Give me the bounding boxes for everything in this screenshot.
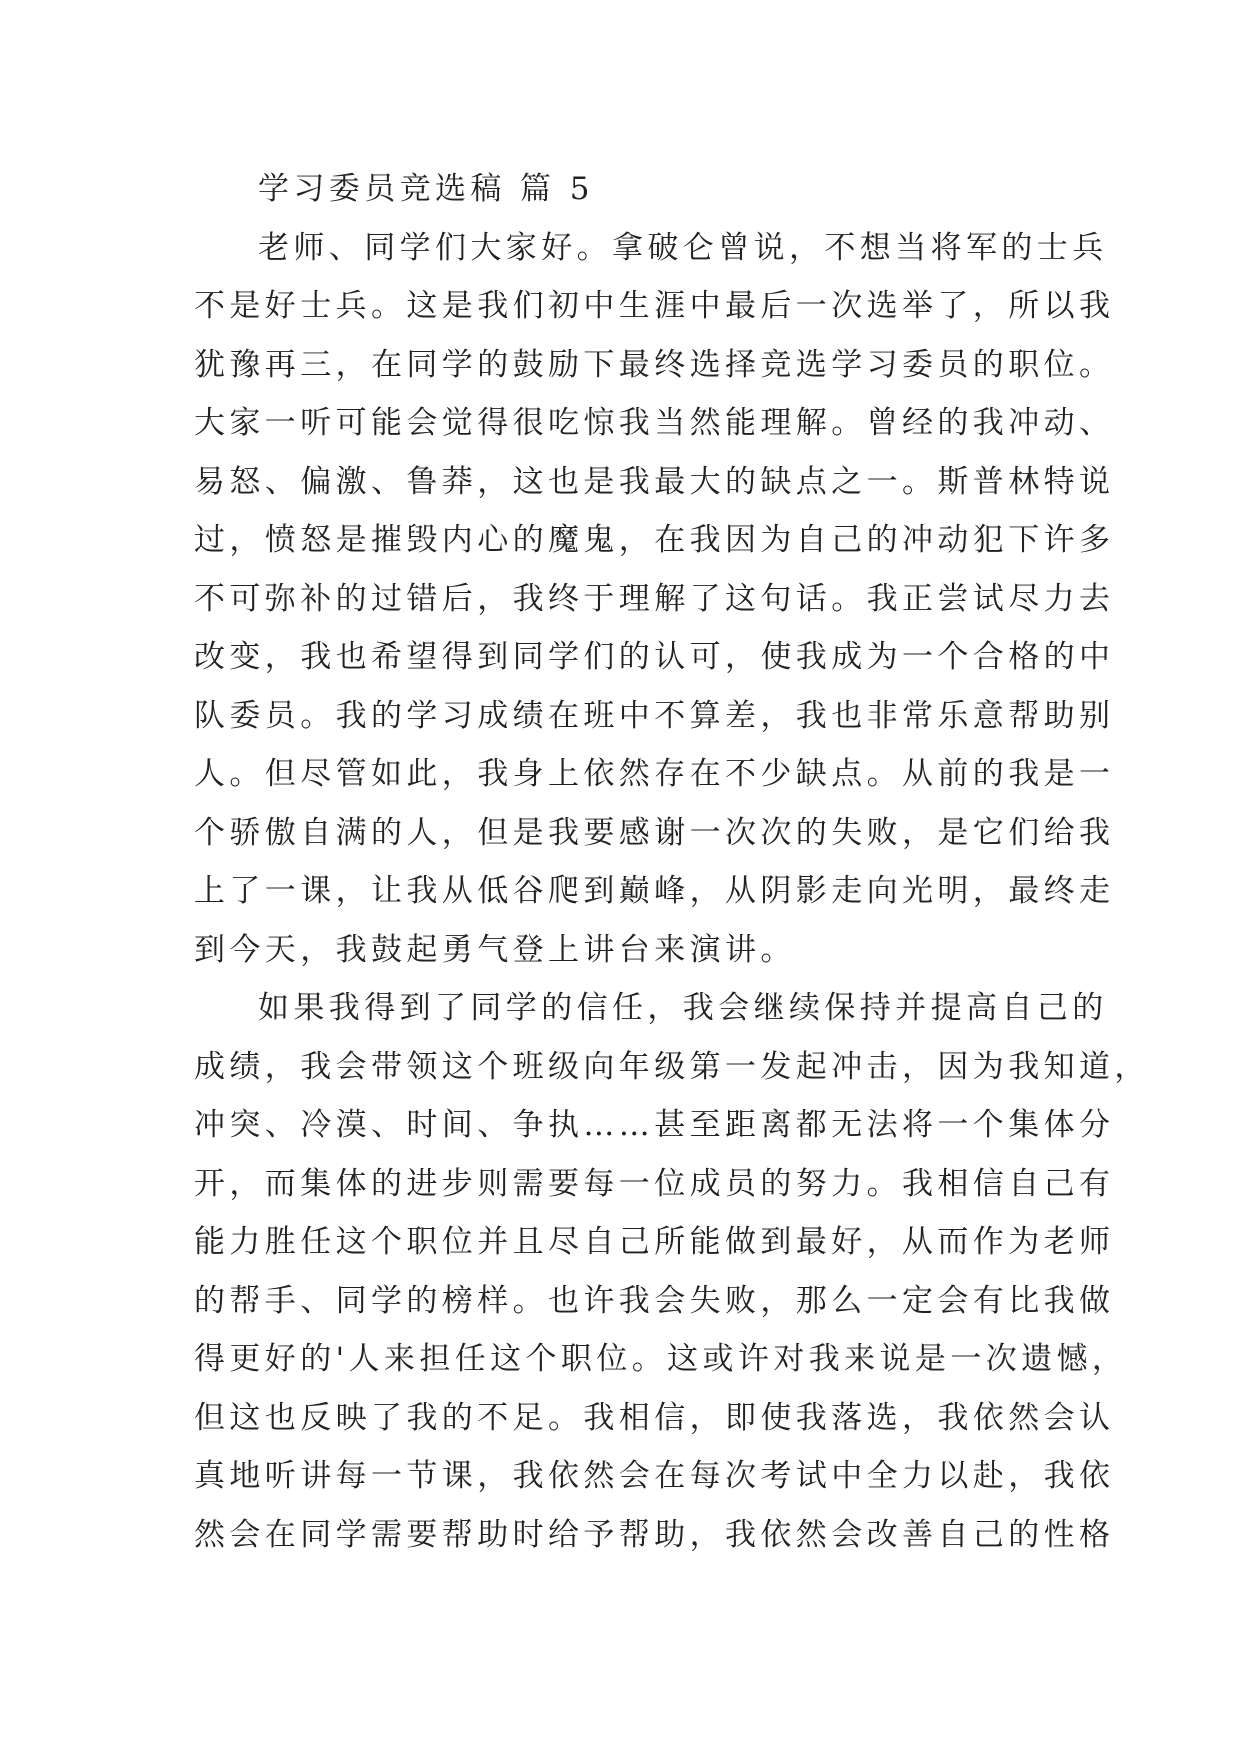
text-line: 老师、同学们大家好。拿破仑曾说，不想当将军的士兵 xyxy=(258,229,1108,266)
text-line: 不可弥补的过错后，我终于理解了这句话。我正尝试尽力去 xyxy=(194,580,1115,617)
text-line: 得更好的'人来担任这个职位。这或许对我来说是一次遗憾， xyxy=(194,1341,1128,1377)
document-body xyxy=(194,160,1150,1564)
text-line: 到今天，我鼓起勇气登上讲台来演讲。 xyxy=(194,931,796,968)
text-line: 如果我得到了同学的信任，我会继续保持并提高自己的 xyxy=(258,990,1108,1026)
text-line: 过，愤怒是摧毁内心的魔鬼，在我因为自己的冲动犯下许多 xyxy=(194,522,1115,558)
text-line: 的帮手、同学的榜样。也许我会失败，那么一定会有比我做 xyxy=(194,1282,1115,1319)
text-line: 但这也反映了我的不足。我相信，即使我落选，我依然会认 xyxy=(194,1399,1115,1436)
text-line: 真地听讲每一节课，我依然会在每次考试中全力以赴，我依 xyxy=(194,1458,1115,1494)
text-line: 开，而集体的进步则需要每一位成员的努力。我相信自己有 xyxy=(194,1165,1115,1202)
text-line: 易怒、偏激、鲁莽，这也是我最大的缺点之一。斯普林特说 xyxy=(194,463,1115,500)
text-line: 人。但尽管如此，我身上依然存在不少缺点。从前的我是一 xyxy=(194,756,1115,792)
document-title: 学习委员竞选稿 篇 5 xyxy=(258,171,594,207)
text-line: 改变，我也希望得到同学们的认可，使我成为一个合格的中 xyxy=(194,639,1115,675)
text-line: 犹豫再三，在同学的鼓励下最终选择竞选学习委员的职位。 xyxy=(194,346,1115,383)
text-line: 能力胜任这个职位并且尽自己所能做到最好，从而作为老师 xyxy=(194,1224,1115,1260)
text-line: 个骄傲自满的人，但是我要感谢一次次的失败，是它们给我 xyxy=(194,814,1115,851)
text-line: 队委员。我的学习成绩在班中不算差，我也非常乐意帮助别 xyxy=(194,697,1115,734)
paragraph-1 xyxy=(194,219,1115,980)
text-line: 冲突、冷漠、时间、争执……甚至距离都无法将一个集体分 xyxy=(194,1107,1115,1143)
text-line: 不是好士兵。这是我们初中生涯中最后一次选举了，所以我 xyxy=(194,288,1115,324)
text-line: 然会在同学需要帮助时给予帮助，我依然会改善自己的性格 xyxy=(194,1516,1115,1553)
text-line: 大家一听可能会觉得很吃惊我当然能理解。曾经的我冲动、 xyxy=(194,405,1115,441)
text-line: 上了一课，让我从低谷爬到巅峰，从阴影走向光明，最终走 xyxy=(194,873,1115,909)
paragraph-2 xyxy=(194,979,1150,1564)
text-line: 成绩，我会带领这个班级向年级第一发起冲击，因为我知道， xyxy=(194,1048,1150,1085)
